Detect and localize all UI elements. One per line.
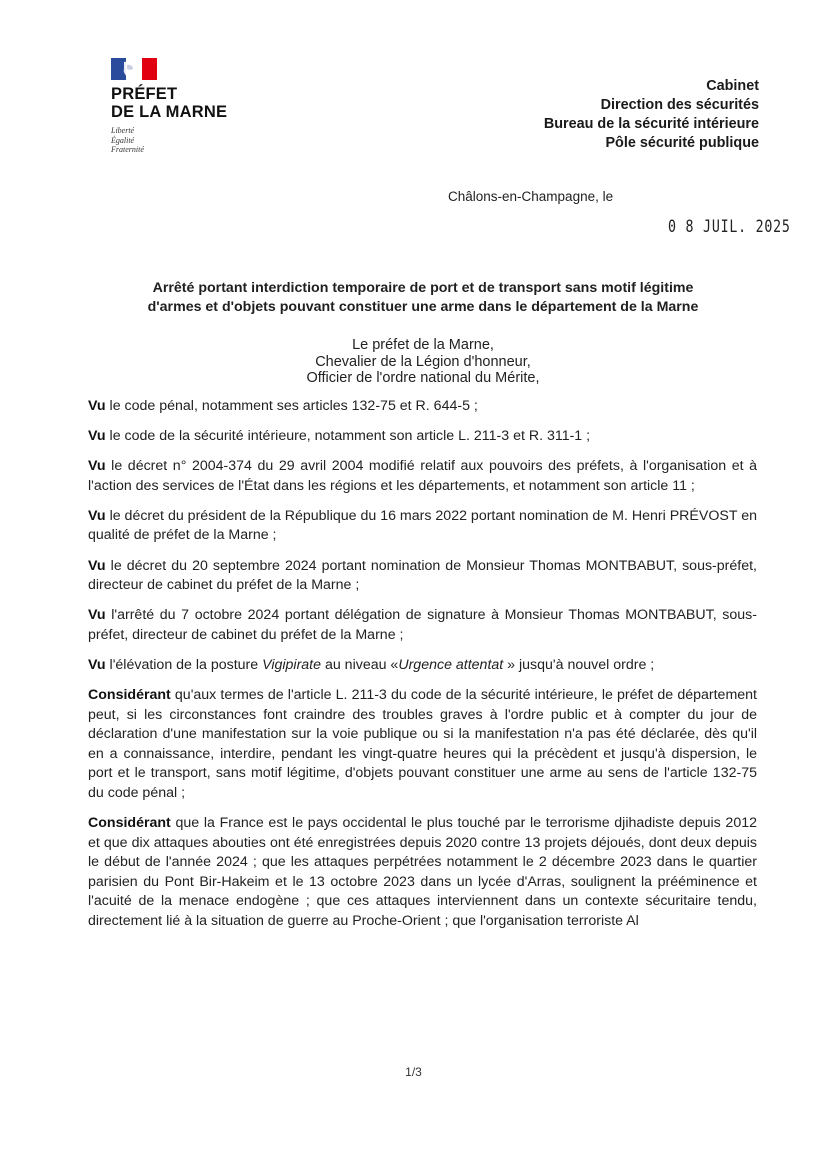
recital-paragraph: Vu le code de la sécurité intérieure, notamment son article L. 211-3 et R. 311-1 ;	[88, 428, 591, 445]
service-line: Bureau de la sécurité intérieure	[543, 116, 759, 132]
prefecture-logo	[111, 58, 261, 155]
republic-motto: Liberté Égalité Fraternité	[111, 126, 144, 154]
decree-title: Arrêté portant interdiction temporaire de port et de transport sans motif légitime d'armes et d'objets pouvant constituer une arme dans le département de la Marne	[147, 280, 699, 315]
considering-paragraph: Considérant qu'aux termes de l'article L. 211-3 du code de la sécurité intérieure, le préfet de département peut, si les circonstances font craindre des troubles graves à l'ordre public et à compter du jour de déclaration d'une manifestation sur la voie publique ou si la manifestation n'a pas été déclarée, dès qu'il en a connaissance, interdire, pendant les vingt-quatre heures qui la précèdent et jusqu'à dispersion, le port et le transport, sans motif légitime, d'objets pouvant constituer une arme au sens de l'article 132-75 du code pénal ;	[88, 687, 757, 801]
recital-paragraph: Vu l'arrêté du 7 octobre 2024 portant délégation de signature à Monsieur Thomas MONTBABUT, sous-préfet, directeur de cabinet du préfet de la Marne ;	[88, 607, 757, 643]
decree-body	[88, 397, 757, 942]
recital-paragraph: Vu le décret du 20 septembre 2024 portant nomination de Monsieur Thomas MONTBABUT, sous-préfet, directeur de cabinet du préfet de la Marne ;	[88, 557, 757, 594]
considering-paragraph: Considérant que la France est le pays occidental le plus touché par le terrorisme djihadiste depuis 2012 et que dix attaques abouties ont été enregistrées depuis 2020 contre 13 projets déjoués, dont deux depuis le début de l'année 2024 ; que les attaques perpétrées notamment le 2 décembre 2023 dans le quartier parisien du Pont Bir-Hakeim et le 13 octobre 2023 dans un lycée d'Arras, soulignent la prééminence et l'acuité de la menace endogène ; que ces attaques interviennent dans un contexte sécuritaire tendu, directement lié à la situation de guerre au Proche-Orient ; que l'organisation terroriste Al	[88, 815, 757, 930]
service-line: Pôle sécurité publique	[605, 135, 759, 151]
recital-paragraph: Vu le décret du président de la République du 16 mars 2022 portant nomination de M. Henri PRÉVOST en qualité de préfet de la Marne ;	[88, 507, 757, 544]
marianne-flag-icon	[111, 58, 157, 80]
recital-paragraph: Vu le décret n° 2004-374 du 29 avril 2004 modifié relatif aux pouvoirs des préfets, à l'organisation et à l'action des services de l'État dans les régions et les départements, et notamment son article 11 ;	[88, 458, 757, 494]
page-number: 1/3	[405, 1065, 422, 1079]
recital-paragraph: Vu le code pénal, notamment ses articles 132-75 et R. 644-5 ;	[88, 398, 478, 414]
service-line: Direction des sécurités	[600, 97, 759, 113]
signatory-block: Le préfet de la Marne, Chevalier de la Légion d'honneur, Officier de l'ordre national du Mérite,	[306, 337, 540, 386]
issuing-service-block	[544, 77, 759, 153]
service-line: Cabinet	[706, 78, 759, 94]
date-stamp: 0 8 JUIL. 2025	[668, 217, 791, 237]
place-line: Châlons-en-Champagne, le	[448, 189, 614, 204]
recital-paragraph: Vu l'élévation de la posture Vigipirate au niveau «Urgence attentat » jusqu'à nouvel ordre ;	[88, 656, 655, 673]
prefecture-name: PRÉFET DE LA MARNE	[111, 85, 228, 121]
